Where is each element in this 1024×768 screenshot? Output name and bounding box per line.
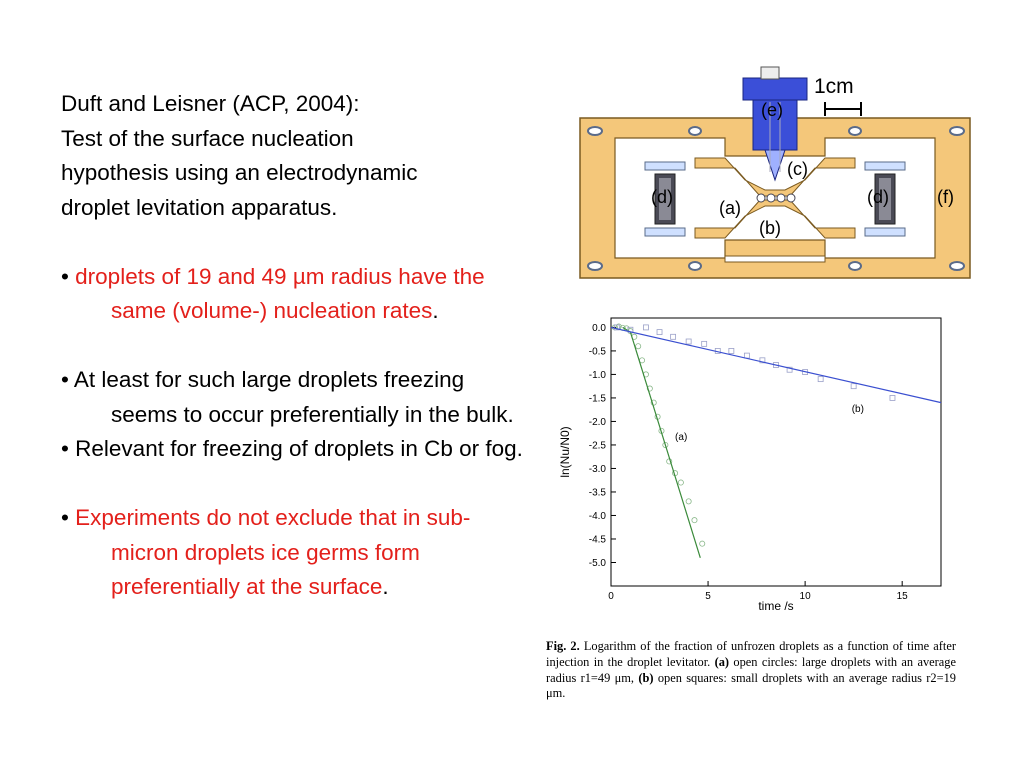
series-annotation: (a) bbox=[675, 432, 688, 444]
bolt-hole bbox=[588, 262, 602, 270]
fitting bbox=[865, 162, 905, 170]
bullet-4 bbox=[61, 501, 531, 605]
bullet-2 bbox=[61, 363, 531, 432]
label-d-right: (d) bbox=[867, 187, 889, 207]
series-annotation: (b) bbox=[851, 404, 864, 416]
bullet-char: • bbox=[61, 505, 69, 530]
bolt-hole bbox=[950, 262, 964, 270]
bullet-2-text: At least for such large droplets freezing seems to occur preferentially in the bulk. bbox=[73, 367, 514, 427]
x-tick-label: 0 bbox=[608, 591, 614, 602]
spacer bbox=[61, 329, 531, 364]
y-tick-label: -0.5 bbox=[588, 346, 606, 358]
bolt-hole bbox=[950, 127, 964, 135]
caption-text-1: Logarithm of the fraction of unfrozen droplets as a function of time after injection in the droplet levitator. bbox=[546, 639, 956, 669]
heading-line-4: droplet levitation apparatus. bbox=[61, 194, 338, 220]
levitator-apparatus-diagram bbox=[575, 62, 975, 284]
spacer bbox=[61, 467, 531, 502]
label-c: (c) bbox=[787, 159, 808, 179]
y-tick-label: -5.0 bbox=[588, 557, 606, 569]
y-tick-label: -4.5 bbox=[588, 534, 606, 546]
heading-line-3: hypothesis using an electrodynamic bbox=[61, 160, 418, 185]
bolt-hole bbox=[849, 127, 861, 135]
bullet-3-text: Relevant for freezing of droplets in Cb or fog. bbox=[75, 436, 523, 461]
plot-area bbox=[611, 318, 941, 586]
y-tick-label: -2.5 bbox=[588, 440, 606, 452]
bullet-1-red-text: droplets of 19 and 49 µm radius have the same (volume-) nucleation rates bbox=[75, 263, 485, 323]
droplet bbox=[767, 194, 775, 202]
caption-b-label: (b) bbox=[638, 670, 654, 685]
caption-text-3: open squares: small droplets with an average radius r2=19 μm. bbox=[546, 670, 957, 701]
label-e: (e) bbox=[761, 100, 783, 120]
fitting bbox=[645, 162, 685, 170]
droplet bbox=[757, 194, 765, 202]
x-tick-label: 15 bbox=[896, 591, 908, 602]
fitting bbox=[645, 228, 685, 236]
bullet-4-end: . bbox=[382, 574, 389, 599]
top-knob bbox=[761, 67, 779, 79]
bolt-hole bbox=[689, 127, 701, 135]
slide-text bbox=[61, 87, 531, 605]
y-tick-label: 0.0 bbox=[592, 322, 606, 334]
label-a: (a) bbox=[719, 198, 741, 218]
fitting bbox=[865, 228, 905, 236]
spacer bbox=[61, 225, 531, 260]
y-tick-label: -4.0 bbox=[588, 510, 606, 522]
nucleation-chart bbox=[545, 310, 955, 622]
bolt-hole bbox=[588, 127, 602, 135]
y-axis-label: ln(Nu/N0) bbox=[558, 426, 572, 478]
label-b: (b) bbox=[759, 218, 781, 238]
x-tick-label: 10 bbox=[799, 591, 811, 602]
caption-text-2: open circles: large droplets with an average radius r1=49 μm, bbox=[546, 654, 956, 685]
bolt-hole bbox=[849, 262, 861, 270]
heading-line-1: Duft and Leisner (ACP, 2004): bbox=[61, 91, 360, 116]
bullet-4-red-text: Experiments do not exclude that in sub-micron droplets ice germs form preferentially at the surface bbox=[75, 505, 471, 599]
bullet-1 bbox=[61, 260, 531, 329]
bolt-hole bbox=[689, 262, 701, 270]
bullet-3 bbox=[61, 432, 531, 467]
base-slot bbox=[725, 256, 825, 262]
y-tick-label: -3.0 bbox=[588, 463, 606, 475]
y-tick-label: -1.0 bbox=[588, 369, 606, 381]
heading-line-2: Test of the surface nucleation bbox=[61, 125, 354, 151]
bullet-char: • bbox=[61, 436, 69, 461]
label-f: (f) bbox=[937, 187, 954, 207]
x-tick-label: 5 bbox=[705, 591, 711, 602]
y-tick-label: -2.0 bbox=[588, 416, 606, 428]
scale-label: 1cm bbox=[814, 75, 854, 98]
top-cap bbox=[743, 78, 807, 100]
bullet-char: • bbox=[61, 263, 69, 289]
droplet bbox=[787, 194, 795, 202]
caption-a-label: (a) bbox=[714, 654, 730, 669]
label-d-left: (d) bbox=[651, 187, 673, 207]
figure-caption bbox=[546, 639, 956, 702]
y-tick-label: -1.5 bbox=[588, 393, 606, 405]
caption-fig: Fig. 2. bbox=[546, 639, 580, 653]
bullet-char: • bbox=[61, 367, 69, 392]
x-axis-label: time /s bbox=[758, 599, 794, 613]
droplet bbox=[777, 194, 785, 202]
y-tick-label: -3.5 bbox=[588, 487, 606, 499]
bullet-1-end: . bbox=[432, 298, 439, 323]
